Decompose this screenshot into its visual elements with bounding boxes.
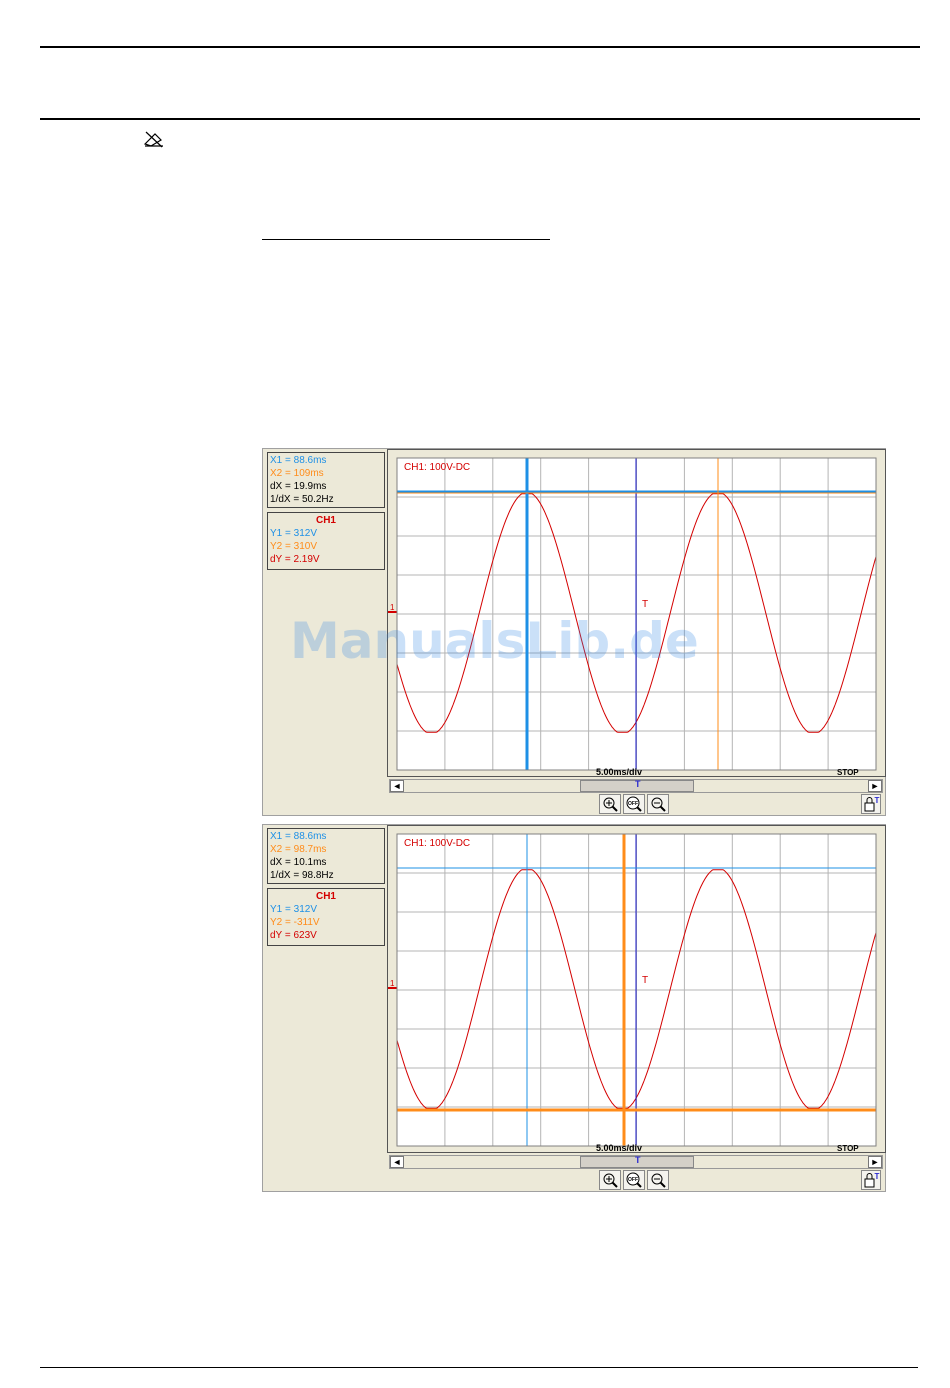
zoom-out-icon xyxy=(648,1171,668,1189)
y1-readout: Y1 = 312V xyxy=(270,528,317,539)
lock-button[interactable] xyxy=(861,794,881,814)
zoom-in-icon xyxy=(600,795,620,813)
pencil-note-icon xyxy=(143,130,165,148)
zoom-out-button[interactable] xyxy=(647,1170,669,1190)
channel-heading: CH1 xyxy=(315,891,336,902)
watermark: ManualsLib.de xyxy=(290,612,699,670)
cursor-time-readout xyxy=(267,828,385,884)
section-underline xyxy=(262,239,550,240)
lock-icon xyxy=(862,795,880,813)
channel-marker-label: 1 xyxy=(390,979,395,988)
header-rule xyxy=(40,118,920,120)
waveform-display[interactable] xyxy=(387,825,886,1153)
svg-text:T: T xyxy=(874,796,880,805)
dx-readout: dX = 10.1ms xyxy=(270,857,327,868)
y1-readout: Y1 = 312V xyxy=(270,904,317,915)
zoom-in-button[interactable] xyxy=(599,794,621,814)
acquisition-state: STOP xyxy=(837,768,859,777)
channel-marker-label: 1 xyxy=(390,603,395,612)
waveform-plot[interactable] xyxy=(388,826,885,1152)
cursor-time-readout xyxy=(267,452,385,508)
scroll-right-button[interactable]: ► xyxy=(868,780,882,792)
x2-readout: X2 = 109ms xyxy=(270,468,324,479)
zoom-off-icon xyxy=(624,1171,644,1189)
dx-readout: dX = 19.9ms xyxy=(270,481,327,492)
cursor-voltage-readout xyxy=(267,888,385,946)
zoom-off-text: OFF xyxy=(628,801,638,807)
dy-readout: dY = 623V xyxy=(270,930,317,941)
svg-text:T: T xyxy=(874,1172,880,1181)
inverse-dx-readout: 1/dX = 50.2Hz xyxy=(270,494,334,505)
inverse-dx-readout: 1/dX = 98.8Hz xyxy=(270,870,334,881)
zoom-out-button[interactable] xyxy=(647,794,669,814)
x1-readout: X1 = 88.6ms xyxy=(270,831,327,842)
zoom-in-button[interactable] xyxy=(599,1170,621,1190)
footer-rule xyxy=(40,1367,918,1368)
zoom-off-button[interactable] xyxy=(623,1170,645,1190)
trigger-label: T xyxy=(642,975,649,986)
x2-readout: X2 = 98.7ms xyxy=(270,844,327,855)
timebase-label: 5.00ms/div xyxy=(596,1143,643,1153)
zoom-off-text: OFF xyxy=(628,1177,638,1183)
trigger-label: T xyxy=(642,599,649,610)
zoom-in-icon xyxy=(600,1171,620,1189)
dy-readout: dY = 2.19V xyxy=(270,554,320,565)
lock-icon xyxy=(862,1171,880,1189)
channel-heading: CH1 xyxy=(315,515,336,526)
scroll-right-button[interactable]: ► xyxy=(868,1156,882,1168)
horizontal-scrollbar[interactable] xyxy=(389,1155,883,1169)
cursor-voltage-readout xyxy=(267,512,385,570)
zoom-off-icon xyxy=(624,795,644,813)
oscilloscope-window-2 xyxy=(262,824,886,1192)
lock-button[interactable] xyxy=(861,1170,881,1190)
x1-readout: X1 = 88.6ms xyxy=(270,455,327,466)
y2-readout: Y2 = 310V xyxy=(270,541,317,552)
trigger-position-marker: T xyxy=(635,779,641,789)
scroll-left-button[interactable]: ◄ xyxy=(390,1156,404,1168)
timebase-label: 5.00ms/div xyxy=(596,767,643,777)
zoom-out-icon xyxy=(648,795,668,813)
acquisition-state: STOP xyxy=(837,1144,859,1153)
scroll-left-button[interactable]: ◄ xyxy=(390,780,404,792)
channel-label: CH1: 100V-DC xyxy=(404,838,471,849)
channel-label: CH1: 100V-DC xyxy=(404,462,471,473)
zoom-off-button[interactable] xyxy=(623,794,645,814)
trigger-position-marker: T xyxy=(635,1155,641,1165)
horizontal-scrollbar[interactable] xyxy=(389,779,883,793)
y2-readout: Y2 = -311V xyxy=(270,917,320,928)
top-rule xyxy=(40,46,920,48)
